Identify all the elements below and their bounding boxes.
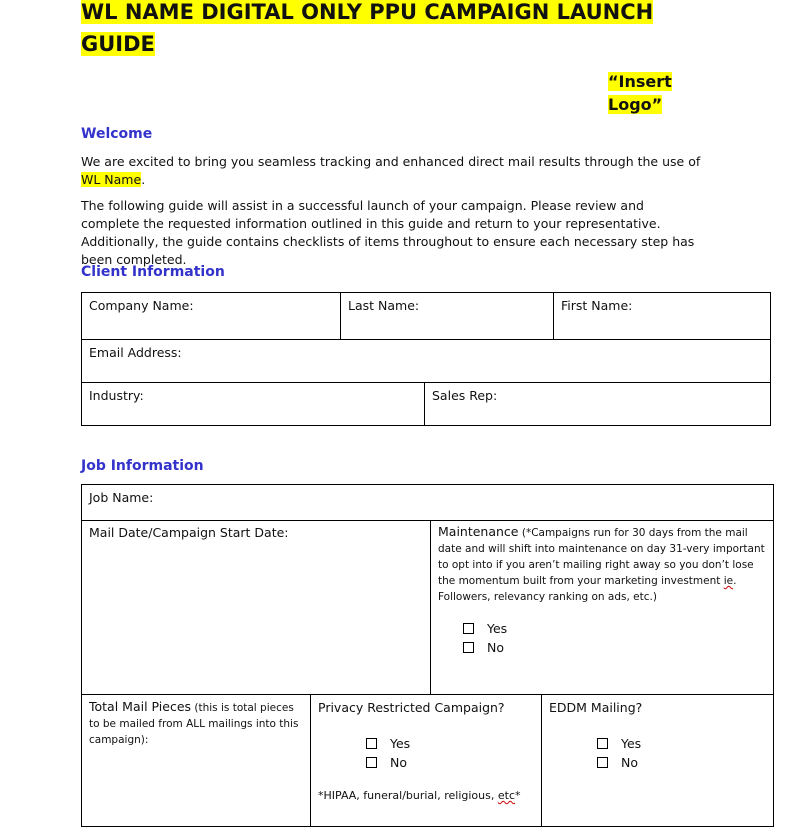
privacy-yes-checkbox[interactable] xyxy=(366,738,377,749)
total-mail-pieces-text xyxy=(89,699,303,748)
privacy-note-etc: etc xyxy=(497,789,515,802)
maintenance-no-checkbox[interactable] xyxy=(463,642,474,653)
client-info-heading: Client Information xyxy=(81,264,225,280)
eddm-yes-label: Yes xyxy=(621,736,642,751)
company-name-field[interactable] xyxy=(82,293,341,340)
privacy-restricted-label: Privacy Restricted Campaign? xyxy=(318,700,505,715)
eddm-options xyxy=(597,734,766,772)
privacy-no-checkbox[interactable] xyxy=(366,757,377,768)
mail-date-label: Mail Date/Campaign Start Date: xyxy=(89,525,289,540)
logo-placeholder: “Insert Logo” xyxy=(608,72,672,114)
first-name-label: First Name: xyxy=(561,298,633,313)
maintenance-label: Maintenance xyxy=(438,524,519,539)
maintenance-text xyxy=(438,524,766,605)
eddm-no-option[interactable] xyxy=(597,753,766,772)
privacy-no-option[interactable] xyxy=(366,753,534,772)
job-info-heading: Job Information xyxy=(81,458,204,474)
privacy-yes-label: Yes xyxy=(390,736,411,751)
eddm-mailing-cell xyxy=(542,695,774,827)
total-mail-pieces-cell[interactable] xyxy=(82,695,311,827)
sales-rep-label: Sales Rep: xyxy=(432,388,498,403)
eddm-no-checkbox[interactable] xyxy=(597,757,608,768)
eddm-mailing-label: EDDM Mailing? xyxy=(549,700,643,715)
industry-label: Industry: xyxy=(89,388,144,403)
welcome-period: . xyxy=(141,172,146,187)
total-mail-pieces-note: (this is total pieces to be mailed from ALL mailings into this campaign): xyxy=(89,702,299,746)
industry-field[interactable] xyxy=(82,383,425,426)
privacy-note xyxy=(318,788,534,804)
maintenance-yes-checkbox[interactable] xyxy=(463,623,474,634)
job-name-label: Job Name: xyxy=(89,490,154,505)
eddm-yes-checkbox[interactable] xyxy=(597,738,608,749)
maintenance-note: (*Campaigns run for 30 days from the mail date and will shift into maintenance on day 31-very important to opt into if you aren’t mailing right away so you don’t lose the momentum built from your marketing investment xyxy=(438,527,765,587)
privacy-options xyxy=(366,734,534,772)
document-title: WL NAME DIGITAL ONLY PPU CAMPAIGN LAUNCH GUIDE xyxy=(81,0,654,56)
maintenance-yes-label: Yes xyxy=(487,621,508,636)
total-mail-pieces-label: Total Mail Pieces xyxy=(89,699,192,714)
job-info-table xyxy=(81,484,774,827)
maintenance-yes-option[interactable] xyxy=(463,619,766,638)
eddm-yes-option[interactable] xyxy=(597,734,766,753)
wl-name-highlight: WL Name xyxy=(81,172,142,187)
maintenance-options xyxy=(463,619,766,657)
privacy-note-end: * xyxy=(515,789,521,802)
last-name-label: Last Name: xyxy=(348,298,420,313)
privacy-restricted-cell xyxy=(311,695,542,827)
job-name-field[interactable] xyxy=(82,485,774,521)
maintenance-note-end: . Followers, relevancy ranking on ads, etc.) xyxy=(438,575,737,603)
maintenance-no-label: No xyxy=(487,640,504,655)
privacy-note-text: *HIPAA, funeral/burial, religious, xyxy=(318,789,498,802)
welcome-text: We are excited to bring you seamless tracking and enhanced direct mail results through the use of xyxy=(81,154,701,169)
guide-paragraph: The following guide will assist in a successful launch of your campaign. Please review and complete the requested information outlined in this guide and return to your representative. Additionally, the guide contains checklists of items throughout to ensure each necessary step has been completed. xyxy=(81,198,695,267)
welcome-heading: Welcome xyxy=(81,126,153,142)
email-label: Email Address: xyxy=(89,345,182,360)
email-field[interactable] xyxy=(82,340,771,383)
maintenance-note-ie: ie xyxy=(723,575,734,587)
maintenance-no-option[interactable] xyxy=(463,638,766,657)
eddm-no-label: No xyxy=(621,755,638,770)
welcome-paragraph xyxy=(81,153,706,189)
client-info-table xyxy=(81,292,771,426)
maintenance-cell xyxy=(431,521,774,695)
company-name-label: Company Name: xyxy=(89,298,194,313)
mail-date-field[interactable] xyxy=(82,521,431,695)
privacy-no-label: No xyxy=(390,755,407,770)
privacy-yes-option[interactable] xyxy=(366,734,534,753)
last-name-field[interactable] xyxy=(341,293,554,340)
first-name-field[interactable] xyxy=(554,293,771,340)
sales-rep-field[interactable] xyxy=(425,383,771,426)
